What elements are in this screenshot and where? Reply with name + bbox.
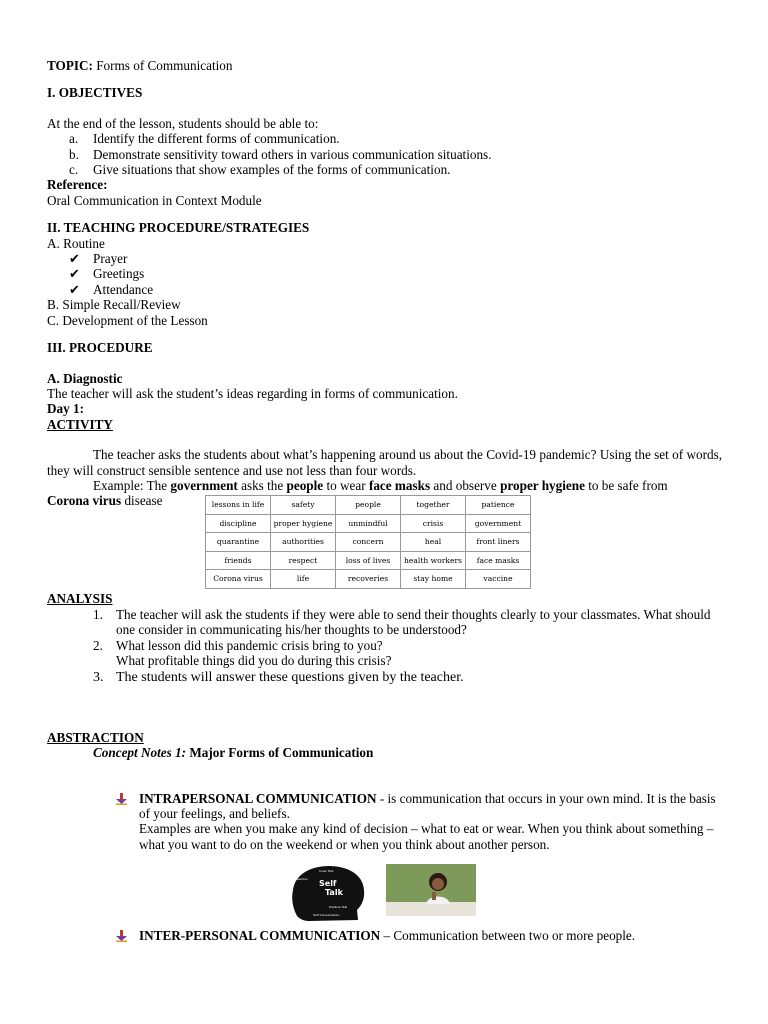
word-table-cell: respect <box>271 551 336 570</box>
lesson-document <box>47 58 722 944</box>
word-table-cell: heal <box>401 533 466 552</box>
word-table-cell: friends <box>206 551 271 570</box>
objectives-heading: I. OBJECTIVES <box>47 85 143 101</box>
routine-label: A. Routine <box>47 235 105 251</box>
recall-label: B. Simple Recall/Review <box>47 297 181 313</box>
illustrations <box>47 864 722 922</box>
routine-item <box>47 251 722 266</box>
analysis-question <box>47 638 722 669</box>
word-table-cell: authorities <box>271 533 336 552</box>
abstraction-heading: ABSTRACTION <box>47 729 144 745</box>
word-table-cell: proper hygiene <box>271 514 336 533</box>
question-mark-number: 2. <box>93 637 103 653</box>
routine-item <box>47 282 722 297</box>
word-table-row <box>206 533 531 552</box>
word-table-cell: people <box>336 496 401 515</box>
objective-mark: a. <box>69 131 79 147</box>
concept-notes-line <box>47 745 722 760</box>
example-text: disease <box>121 493 163 509</box>
routine-item <box>47 266 722 281</box>
thinking-person-photo <box>386 864 476 916</box>
self-talk-word: Positive Talk <box>329 905 348 910</box>
self-talk-word: Reaction <box>295 877 309 882</box>
analysis-question <box>47 670 722 685</box>
objective-mark: b. <box>69 146 79 162</box>
intrapersonal-text: - is communication that occurs in your own mind. It is the basis of your feelings, and beliefs. <box>139 790 716 821</box>
checkmark-icon: ✔ <box>69 266 81 282</box>
word-table-cell: discipline <box>206 514 271 533</box>
interpersonal-text: – Communication between two or more people. <box>380 928 636 944</box>
intrapersonal-item <box>47 791 722 853</box>
objective-text: Demonstrate sensitivity toward others in various communication situations. <box>93 146 492 162</box>
intrapersonal-title: INTRAPERSONAL COMMUNICATION <box>139 790 377 806</box>
word-table-cell: quarantine <box>206 533 271 552</box>
word-table-cell: unmindful <box>336 514 401 533</box>
word-table <box>205 495 531 589</box>
word-table-cell: government <box>466 514 531 533</box>
word-table-cell: vaccine <box>466 570 531 589</box>
reference-text: Oral Communication in Context Module <box>47 192 262 208</box>
objective-text: Give situations that show examples of the forms of communication. <box>93 162 451 178</box>
word-table-row <box>206 496 531 515</box>
objective-mark: c. <box>69 162 79 178</box>
word-table-row <box>206 570 531 589</box>
diagnostic-heading: A. Diagnostic <box>47 370 123 386</box>
analysis-heading: ANALYSIS <box>47 591 113 607</box>
example-text: Example: The <box>93 477 171 493</box>
word-table-cell: together <box>401 496 466 515</box>
word-table-row <box>206 551 531 570</box>
word-table-cell: loss of lives <box>336 551 401 570</box>
development-label: C. Development of the Lesson <box>47 312 208 328</box>
checkmark-icon: ✔ <box>69 281 81 297</box>
example-text: asks the <box>237 477 287 493</box>
question-mark-number: 3. <box>93 670 104 686</box>
objective-item <box>47 131 722 146</box>
word-table-cell: life <box>271 570 336 589</box>
word-table-cell: recoveries <box>336 570 401 589</box>
example-keyword: Corona virus <box>47 493 122 509</box>
example-keyword: people <box>286 477 324 493</box>
objective-item <box>47 147 722 162</box>
example-text: to be safe from <box>584 477 668 493</box>
example-text: to wear <box>323 477 369 493</box>
intrapersonal-examples: Examples are when you make any kind of decision – what to eat or wear. When you think about something – what you want to do on the weekend or when you think about another person. <box>139 821 714 852</box>
word-table-cell: patience <box>466 496 531 515</box>
word-table-cell: Corona virus <box>206 570 271 589</box>
question-text: The students will answer these questions given by the teacher. <box>116 670 464 686</box>
word-table-cell: health workers <box>401 551 466 570</box>
self-talk-word: Talk <box>325 888 343 898</box>
question-text: What profitable things did you do during this crisis? <box>116 652 392 668</box>
question-text: The teacher will ask the students if they were able to send their thoughts clearly to your classmates. What should one consider in communicating his/her thoughts to be understood? <box>116 606 711 638</box>
topic-label: TOPIC: <box>47 58 93 73</box>
objectives-intro: At the end of the lesson, students should be able to: <box>47 115 319 131</box>
arrow-bullet-icon <box>115 930 129 942</box>
topic-value: Forms of Communication <box>92 58 233 73</box>
activity-heading: ACTIVITY <box>47 416 113 432</box>
checkmark-icon: ✔ <box>69 251 81 267</box>
routine-item-text: Attendance <box>93 281 154 297</box>
arrow-bullet-icon <box>115 793 129 805</box>
objective-text: Identify the different forms of communication. <box>93 131 340 147</box>
word-table-cell: face masks <box>466 551 531 570</box>
routine-item-text: Greetings <box>93 266 145 282</box>
example-continuation <box>47 493 163 508</box>
day-label: Day 1: <box>47 401 84 417</box>
topic-line <box>47 58 722 73</box>
example-keyword: government <box>170 477 238 493</box>
self-talk-word: Inner Talk <box>319 869 334 874</box>
self-talk-word: Self Conversation <box>313 913 340 918</box>
word-table-cell: safety <box>271 496 336 515</box>
word-table-row <box>206 514 531 533</box>
question-mark-number: 1. <box>93 606 103 622</box>
teaching-heading: II. TEACHING PROCEDURE/STRATEGIES <box>47 220 310 236</box>
diagnostic-text: The teacher will ask the student’s ideas regarding in forms of communication. <box>47 385 458 401</box>
concept-title: Major Forms of Communication <box>186 745 374 761</box>
interpersonal-title: INTER-PERSONAL COMMUNICATION <box>139 928 381 944</box>
routine-item-text: Prayer <box>93 251 128 267</box>
example-text: and observe <box>430 477 501 493</box>
word-table-cell: crisis <box>401 514 466 533</box>
reference-label: Reference: <box>47 177 108 193</box>
word-table-cell: lessons in life <box>206 496 271 515</box>
example-paragraph <box>47 478 722 493</box>
example-keyword: proper hygiene <box>500 477 585 493</box>
analysis-question <box>47 607 722 638</box>
interpersonal-item <box>47 928 722 943</box>
example-keyword: face masks <box>368 477 431 493</box>
activity-paragraph: The teacher asks the students about what’s happening around us about the Covid-19 pandemic? Using the set of words, they will construct sensible sentence and use not less than four words. <box>47 447 722 478</box>
word-table-cell: concern <box>336 533 401 552</box>
self-talk-word: Self <box>319 879 337 889</box>
objective-item <box>47 162 722 177</box>
word-table-cell: stay home <box>401 570 466 589</box>
word-table-cell: front liners <box>466 533 531 552</box>
concept-label: Concept Notes 1: <box>93 745 187 761</box>
procedure-heading: III. PROCEDURE <box>47 340 153 356</box>
self-talk-head-image <box>289 864 366 922</box>
question-text: What lesson did this pandemic crisis bring to you? <box>116 637 383 653</box>
